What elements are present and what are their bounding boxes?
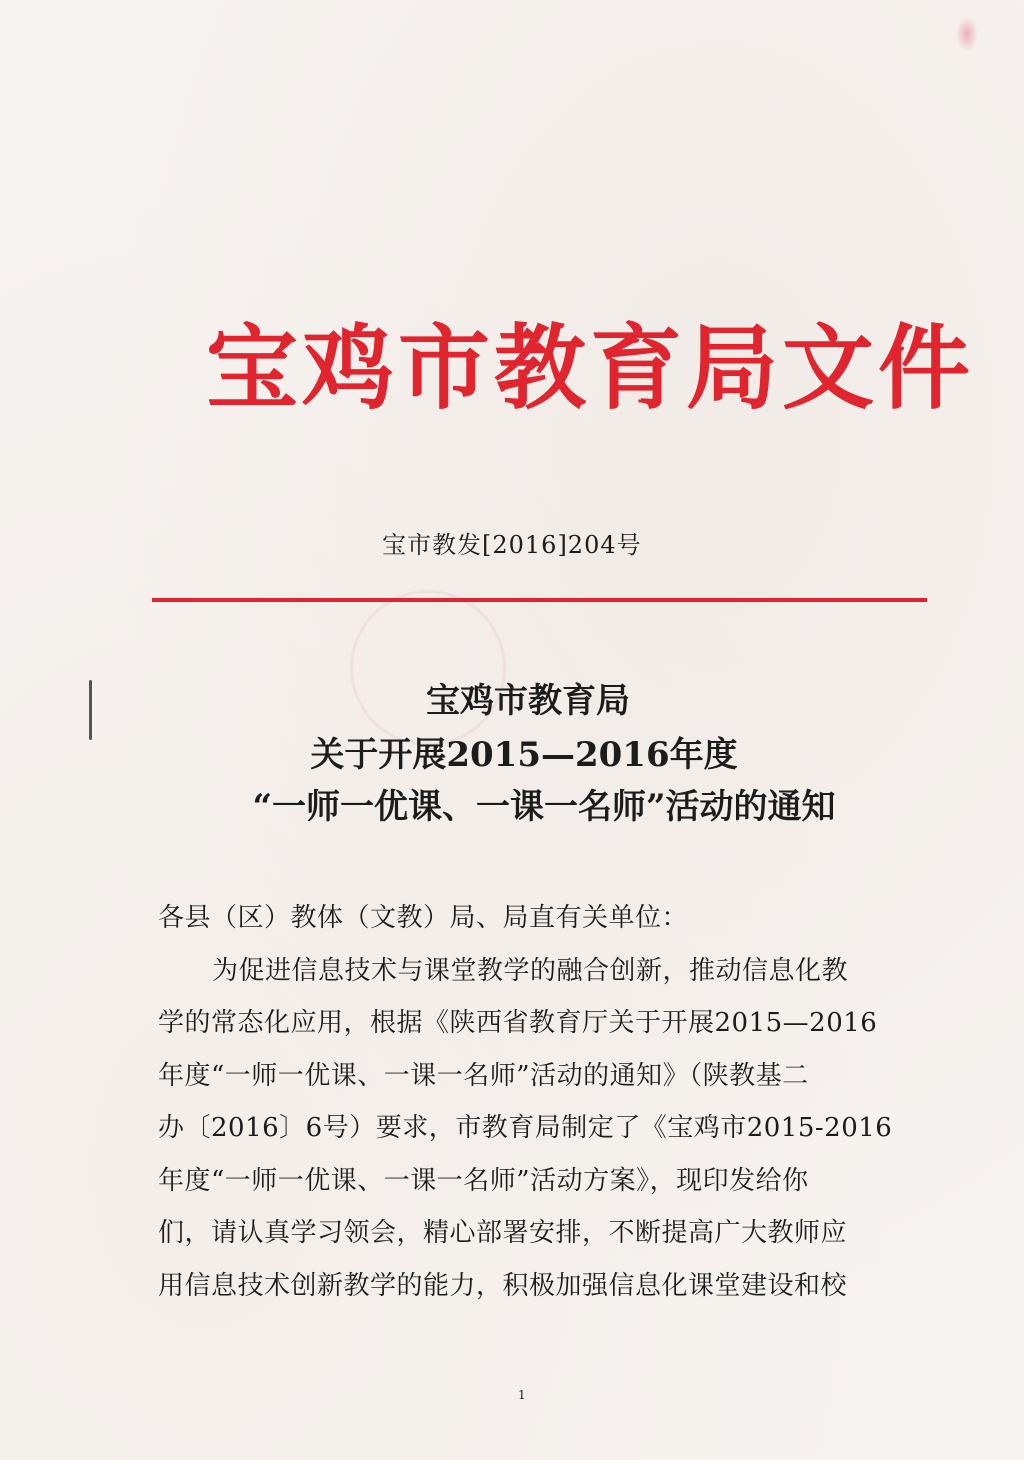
body-line: 学的常态化应用，根据《陕西省教育厅关于开展2015—2016 (158, 1008, 878, 1038)
document-title-line-3: “一师一优课、一课一名师”活动的通知 (252, 787, 836, 827)
red-divider-line (152, 598, 927, 602)
ink-smudge (956, 16, 978, 52)
document-title-line-1: 宝鸡市教育局 (426, 681, 630, 721)
body-line: 年度“一师一优课、一课一名师”活动的通知》（陕教基二 (158, 1060, 809, 1091)
body-line: 年度“一师一优课、一课一名师”活动方案》，现印发给你 (158, 1165, 809, 1196)
body-line: 为促进信息技术与课堂教学的融合创新，推动信息化教 (212, 955, 849, 986)
document-number: 宝市教发[2016]204号 (382, 531, 642, 559)
addressee: 各县（区）教体（文教）局、局直有关单位： (158, 903, 689, 933)
document-title-line-2: 关于开展2015—2016年度 (310, 735, 738, 775)
body-line: 办〔2016〕6号）要求，市教育局制定了《宝鸡市2015-2016 (158, 1113, 893, 1143)
document-masthead: 宝鸡市教育局文件 (206, 314, 975, 422)
body-line: 们，请认真学习领会，精心部署安排，不断提高广大教师应 (158, 1218, 848, 1248)
body-line: 用信息技术创新教学的能力，积极加强信息化课堂建设和校 (158, 1270, 848, 1301)
document-body (158, 892, 893, 1312)
page-number: 1 (518, 1388, 526, 1402)
